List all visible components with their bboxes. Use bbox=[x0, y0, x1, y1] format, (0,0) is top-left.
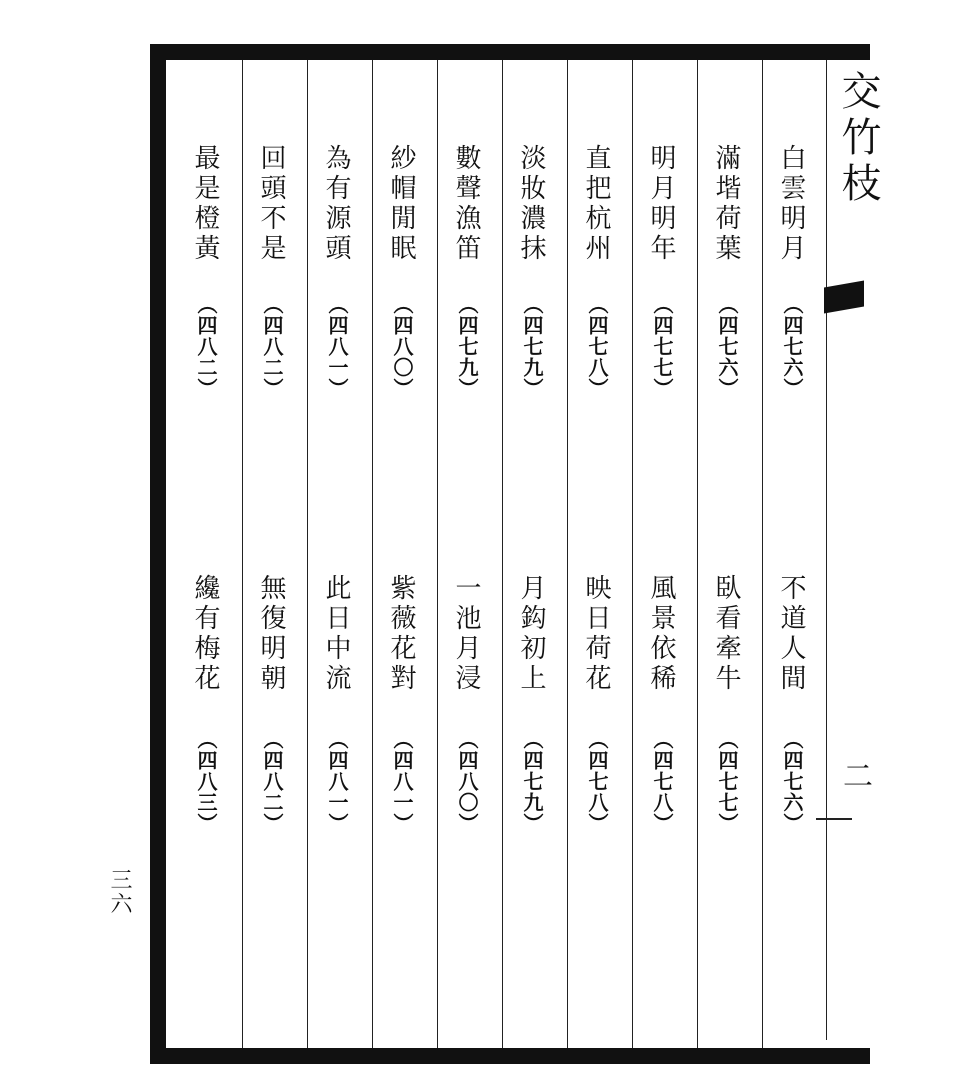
entry-second-title: 此日中流 bbox=[321, 574, 351, 694]
entry-first-ref: （四八一） bbox=[325, 294, 349, 399]
entry-first-ref: （四七九） bbox=[520, 294, 544, 399]
frame-border-bottom bbox=[150, 1048, 870, 1064]
entry-first-ref: （四七六） bbox=[780, 294, 804, 399]
entry-second-title: 紫薇花對 bbox=[386, 574, 416, 694]
entry-second-title: 月鈎初上 bbox=[516, 574, 546, 694]
entry-first-ref: （四七九） bbox=[455, 294, 479, 399]
entry-column bbox=[439, 144, 499, 904]
entry-first-title: 數聲漁笛 bbox=[451, 144, 481, 264]
entry-second-title: 不道人間 bbox=[776, 574, 806, 694]
entry-first-ref: （四七七） bbox=[650, 294, 674, 399]
entry-column bbox=[309, 144, 369, 904]
entry-second-ref: （四七六） bbox=[780, 729, 804, 834]
entry-second-ref: （四七八） bbox=[650, 729, 674, 834]
column-rule bbox=[567, 60, 568, 1048]
entry-column bbox=[244, 144, 304, 904]
entry-second-title: 臥看牽牛 bbox=[711, 574, 741, 694]
entry-column bbox=[504, 144, 564, 904]
entry-second-ref: （四七八） bbox=[585, 729, 609, 834]
entry-column bbox=[764, 144, 824, 904]
column-rule bbox=[437, 60, 438, 1048]
entry-second-ref: （四八二） bbox=[260, 729, 284, 834]
entry-first-ref: （四七八） bbox=[585, 294, 609, 399]
entry-first-title: 回頭不是 bbox=[256, 144, 286, 264]
entry-second-title: 映日荷花 bbox=[581, 574, 611, 694]
volume-rule bbox=[816, 818, 852, 820]
page-frame bbox=[150, 44, 870, 1064]
entry-column bbox=[634, 144, 694, 904]
entry-first-ref: （四八二） bbox=[194, 294, 218, 399]
frame-border-left bbox=[150, 44, 166, 1064]
entry-second-ref: （四七九） bbox=[520, 729, 544, 834]
entry-column bbox=[178, 144, 238, 904]
entry-first-title: 為有源頭 bbox=[321, 144, 351, 264]
entry-second-ref: （四八一） bbox=[325, 729, 349, 834]
entry-second-ref: （四七七） bbox=[715, 729, 739, 834]
entry-first-title: 淡妝濃抹 bbox=[516, 144, 546, 264]
column-rule bbox=[372, 60, 373, 1048]
entry-column bbox=[699, 144, 759, 904]
entry-first-title: 明月明年 bbox=[646, 144, 676, 264]
entry-first-title: 滿堦荷葉 bbox=[711, 144, 741, 264]
entry-second-ref: （四八三） bbox=[194, 729, 218, 834]
entry-first-ref: （四七六） bbox=[715, 294, 739, 399]
entry-second-title: 無復明朝 bbox=[256, 574, 286, 694]
column-rule bbox=[242, 60, 243, 1048]
book-title: 交竹枝 bbox=[835, 70, 881, 208]
entry-first-title: 白雲明月 bbox=[776, 144, 806, 264]
column-rule bbox=[697, 60, 698, 1048]
column-rule bbox=[502, 60, 503, 1048]
margin-rule bbox=[826, 60, 827, 1040]
page-number: 三六 bbox=[107, 868, 132, 916]
entry-column bbox=[569, 144, 629, 904]
entry-second-title: 一池月浸 bbox=[451, 574, 481, 694]
column-rule bbox=[762, 60, 763, 1048]
volume-number: 二 bbox=[837, 760, 872, 790]
entry-second-ref: （四八一） bbox=[390, 729, 414, 834]
column-rule bbox=[632, 60, 633, 1048]
entry-first-title: 紗帽閒眠 bbox=[386, 144, 416, 264]
entry-first-title: 最是橙黃 bbox=[190, 144, 220, 264]
entry-column bbox=[374, 144, 434, 904]
entry-first-ref: （四八〇） bbox=[390, 294, 414, 399]
entry-first-ref: （四八二） bbox=[260, 294, 284, 399]
frame-border-top bbox=[150, 44, 870, 60]
entry-first-title: 直把杭州 bbox=[581, 144, 611, 264]
column-rule bbox=[307, 60, 308, 1048]
entry-second-title: 風景依稀 bbox=[646, 574, 676, 694]
entry-second-title: 纔有梅花 bbox=[190, 574, 220, 694]
entry-second-ref: （四八〇） bbox=[455, 729, 479, 834]
